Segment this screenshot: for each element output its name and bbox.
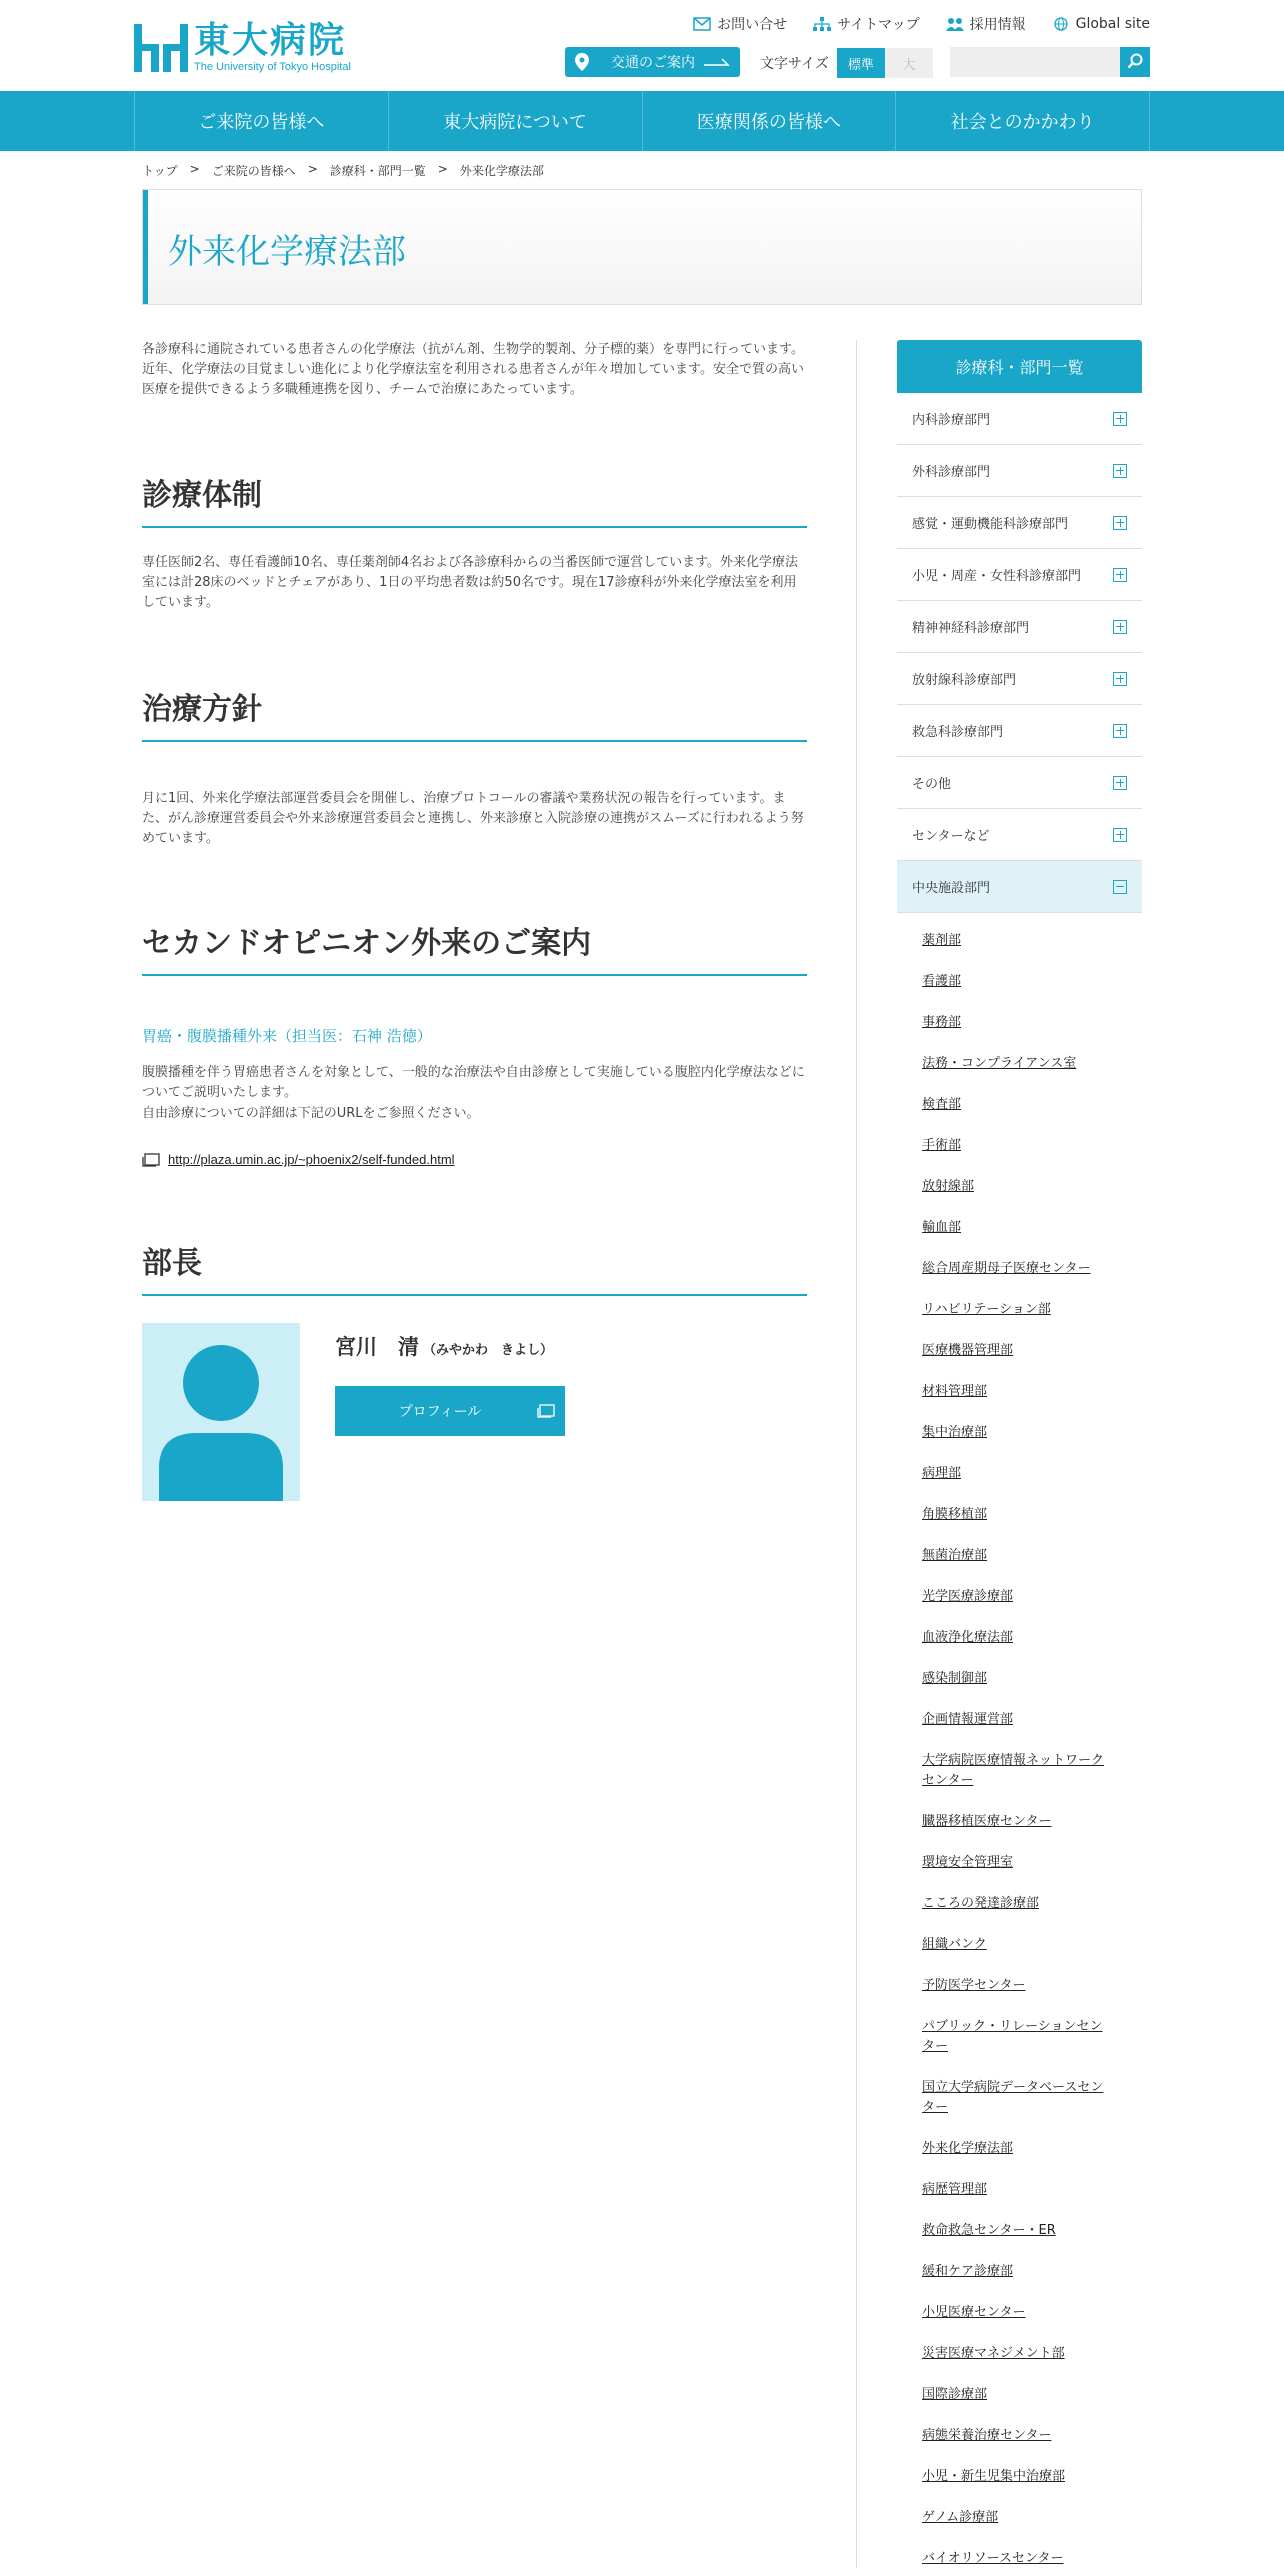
- sidebar-sub-item[interactable]: 緩和ケア診療部: [922, 2264, 1014, 2279]
- sidebar-item[interactable]: [897, 861, 1142, 913]
- second-opinion-subtitle: 胃癌・腹膜播種外来（担当医：石神 浩徳）: [142, 1027, 432, 1045]
- sidebar-item[interactable]: [897, 549, 1142, 601]
- sidebar-sub-item[interactable]: 環境安全管理室: [922, 1855, 1014, 1870]
- plus-icon[interactable]: [1113, 516, 1127, 530]
- plus-icon[interactable]: [1113, 828, 1127, 842]
- sidebar-sub-item[interactable]: 小児・新生児集中治療部: [922, 2469, 1066, 2484]
- section-body-policy: 月に1回、外来化学療法部運営委員会を開催し、治療プロトコールの審議や業務状況の報告を行っています。また、がん診療運営委員会や外来診療運営委員会と連携し、外来診療と入院診療の連携がスムーズに行われるよう努めています。: [142, 791, 804, 846]
- director-name: 宮川 清: [335, 1335, 419, 1359]
- sidebar-item[interactable]: [897, 601, 1142, 653]
- sidebar-sub-item[interactable]: 光学医療診療部: [922, 1589, 1014, 1604]
- search-icon: [1120, 47, 1150, 77]
- sidebar-sub-item[interactable]: 角膜移植部: [922, 1507, 988, 1522]
- plus-icon[interactable]: [1113, 620, 1127, 634]
- section-title-policy: 治療方針: [142, 684, 807, 742]
- page-title-box: [142, 189, 1142, 305]
- sidebar-sub-item[interactable]: 救命救急センター・ER: [922, 2223, 1056, 2238]
- sidebar-sub-item[interactable]: リハビリテーション部: [922, 1302, 1051, 1317]
- plus-icon[interactable]: [1113, 672, 1127, 686]
- utility-links: [693, 14, 1150, 34]
- sidebar-sub-item[interactable]: 検査部: [922, 1097, 962, 1112]
- sidebar-sub-item[interactable]: 総合周産期母子医療センター: [922, 1261, 1091, 1276]
- department-sidebar: [897, 340, 1142, 2568]
- breadcrumb-current: 外来化学療法部: [459, 164, 544, 178]
- director-card: [142, 1323, 807, 1503]
- sidebar-item[interactable]: [897, 445, 1142, 497]
- sidebar-sub-item[interactable]: 病態栄養治療センター: [922, 2428, 1052, 2443]
- sidebar-sub-item[interactable]: バイオリソースセンター: [922, 2551, 1064, 2566]
- director-name-row: [335, 1331, 553, 1361]
- sidebar-item-label: センターなど: [912, 829, 990, 844]
- gnav-society[interactable]: 社会とのかかわり: [895, 91, 1150, 151]
- page-title: 外来化学療法部: [168, 232, 406, 272]
- sidebar-sub-item[interactable]: 臓器移植医療センター: [922, 1814, 1052, 1829]
- sidebar-sub-item[interactable]: 材料管理部: [922, 1384, 988, 1399]
- plus-icon[interactable]: [1113, 724, 1127, 738]
- global-nav: [0, 91, 1284, 151]
- column-divider: [856, 340, 857, 2568]
- sidebar-item-label: 内科診療部門: [912, 413, 991, 428]
- intro-text: 各診療科に通院されている患者さんの化学療法（抗がん剤、生物学的製剤、分子標的薬）を専門に行っています。近年、化学療法の目覚ましい進化により化学療法室を利用される患者さんが年々増加しています。安全で質の高い医療を提供できるよう多職種連携を図り、チームで治療にあたっています。: [142, 342, 804, 397]
- section-title-system: 診療体制: [142, 470, 807, 528]
- sidebar-sub-item[interactable]: 事務部: [922, 1015, 962, 1030]
- profile-label: プロフィール: [398, 1404, 482, 1420]
- logo-subtitle: The University of Tokyo Hospital: [194, 61, 351, 73]
- sidebar-sub-item[interactable]: 医療機器管理部: [922, 1343, 1014, 1358]
- plus-icon[interactable]: [1113, 568, 1127, 582]
- sidebar-item[interactable]: [897, 393, 1142, 445]
- recruit-link[interactable]: [946, 14, 1026, 34]
- logo-title: 東大病院: [194, 20, 347, 61]
- sidebar-sub-item[interactable]: 国際診療部: [922, 2387, 988, 2402]
- sidebar-sub-item[interactable]: 薬剤部: [922, 933, 962, 948]
- sidebar-sub-item[interactable]: 感染制御部: [922, 1671, 988, 1686]
- search-box: [950, 47, 1150, 77]
- sidebar-sub-item[interactable]: 法務・コンプライアンス室: [922, 1056, 1077, 1071]
- section-title-second-opinion: セカンドオピニオン外来のご案内: [142, 918, 807, 976]
- section-body-system: 専任医師2名、専任看護師10名、専任薬剤師4名および各診療科からの当番医師で運営しています。外来化学療法室には計28床のベッドとチェアがあり、1日の平均患者数は約50名です。現在17診療科が外来化学療法室を利用しています。: [142, 555, 799, 610]
- globe-icon: [1052, 17, 1070, 31]
- recruit-label: 採用情報: [969, 17, 1026, 33]
- sidebar-sub-item[interactable]: 組織バンク: [922, 1937, 987, 1952]
- sidebar-item-label: その他: [912, 777, 952, 792]
- gnav-patients[interactable]: ご来院の皆様へ: [134, 91, 388, 151]
- breadcrumb: トップ > ご来院の皆様へ > 診療科・部門一覧 > 外来化学療法部: [142, 162, 544, 178]
- search-input[interactable]: [950, 47, 1120, 77]
- sitemap-label: サイトマップ: [837, 17, 920, 33]
- sidebar-item-label: 精神神経科診療部門: [912, 621, 1030, 636]
- sidebar-item[interactable]: [897, 497, 1142, 549]
- sidebar-sub-item[interactable]: 放射線部: [922, 1179, 975, 1194]
- sidebar-item-label: 放射線科診療部門: [912, 673, 1017, 688]
- sidebar-sub-item[interactable]: ゲノム診療部: [922, 2510, 999, 2525]
- external-window-icon: [537, 1404, 555, 1418]
- self-funded-link-row: [142, 1152, 455, 1167]
- font-size-switcher: [760, 48, 933, 78]
- gnav-medical-professionals[interactable]: 医療関係の皆様へ: [642, 91, 896, 151]
- plus-icon[interactable]: [1113, 412, 1127, 426]
- search-button[interactable]: [1120, 47, 1150, 77]
- sidebar-sub-item[interactable]: 看護部: [922, 974, 962, 989]
- sidebar-sub-item[interactable]: 企画情報運営部: [922, 1712, 1014, 1727]
- sidebar-sub-item[interactable]: 災害医療マネジメント部: [922, 2346, 1065, 2361]
- sidebar-sub-item[interactable]: 外来化学療法部: [922, 2141, 1014, 2156]
- external-window-icon: [142, 1153, 160, 1167]
- sidebar-item-label: 救急科診療部門: [912, 725, 1004, 740]
- sidebar-sub-item[interactable]: 無菌治療部: [922, 1548, 988, 1563]
- sidebar-sub-item[interactable]: 手術部: [922, 1138, 962, 1153]
- global-site-link[interactable]: [1052, 14, 1150, 34]
- director-kana: （みやかわ きよし）: [423, 1343, 554, 1358]
- sidebar-item-label: 小児・周産・女性科診療部門: [912, 569, 1082, 584]
- people-icon: [946, 17, 964, 31]
- access-button[interactable]: [565, 47, 740, 77]
- site-header: [0, 0, 1284, 91]
- sidebar-sub-item[interactable]: 輸血部: [922, 1220, 962, 1235]
- sidebar-item[interactable]: [897, 705, 1142, 757]
- sidebar-sub-item[interactable]: こころの発達診療部: [922, 1896, 1040, 1911]
- profile-button[interactable]: [335, 1386, 565, 1436]
- person-silhouette-icon: [142, 1323, 300, 1501]
- font-size-standard-button[interactable]: 標準: [837, 48, 885, 78]
- minus-icon[interactable]: [1113, 880, 1127, 894]
- sidebar-item-label: 中央施設部門: [912, 881, 991, 896]
- access-label: 交通のご案内: [611, 55, 695, 71]
- font-size-large-button[interactable]: 大: [885, 48, 933, 78]
- sidebar-item[interactable]: [897, 809, 1142, 861]
- sidebar-sub-item[interactable]: 集中治療部: [922, 1425, 988, 1440]
- breadcrumb-departments[interactable]: 診療科・部門一覧: [329, 164, 426, 178]
- sidebar-heading: 診療科・部門一覧: [897, 340, 1142, 393]
- sidebar-item[interactable]: [897, 653, 1142, 705]
- plus-icon[interactable]: [1113, 464, 1127, 478]
- hospital-logo[interactable]: [134, 22, 351, 73]
- contact-link[interactable]: [693, 14, 787, 34]
- sidebar-sub-item[interactable]: パブリック・リレーションセンター: [922, 2019, 1103, 2054]
- breadcrumb-patients[interactable]: ご来院の皆様へ: [211, 164, 296, 178]
- sidebar-sub-item[interactable]: 予防医学センター: [922, 1978, 1026, 1993]
- second-opinion-body: 腹膜播種を伴う胃癌患者さんを対象として、一般的な治療法や自由診療として実施している腹腔内化学療法などについてご説明いたします。: [142, 1065, 805, 1100]
- sidebar-sub-item[interactable]: 血液浄化療法部: [922, 1630, 1014, 1645]
- central-facilities-list: [897, 913, 1142, 2568]
- sidebar-item-label: 感覚・運動機能科診療部門: [912, 517, 1069, 532]
- sidebar-item-label: 外科診療部門: [912, 465, 991, 480]
- sitemap-link[interactable]: [813, 14, 919, 34]
- gnav-about[interactable]: 東大病院について: [388, 91, 642, 151]
- plus-icon[interactable]: [1113, 776, 1127, 790]
- sidebar-sub-item[interactable]: 国立大学病院データベースセンター: [922, 2080, 1104, 2115]
- breadcrumb-top[interactable]: トップ: [142, 164, 178, 178]
- sidebar-item[interactable]: [897, 757, 1142, 809]
- map-pin-icon: [575, 53, 589, 71]
- logo-mark-icon: [134, 24, 188, 72]
- second-opinion-note: 自由診療についての詳細は下記のURLをご参照ください。: [142, 1106, 480, 1121]
- contact-label: お問い合せ: [717, 17, 788, 33]
- arrow-right-icon: [704, 58, 730, 66]
- sidebar-sub-item[interactable]: 大学病院医療情報ネットワークセンター: [922, 1753, 1105, 1788]
- global-site-label: Global site: [1075, 16, 1150, 32]
- sidebar-sub-item[interactable]: 小児医療センター: [922, 2305, 1026, 2320]
- mail-icon: [693, 17, 711, 31]
- sitemap-icon: [813, 17, 831, 31]
- self-funded-link[interactable]: http://plaza.umin.ac.jp/~phoenix2/self-funded.html: [168, 1152, 455, 1167]
- font-size-label: 文字サイズ: [760, 56, 829, 72]
- avatar: [142, 1323, 300, 1501]
- section-title-director: 部長: [142, 1238, 807, 1296]
- sidebar-sub-item[interactable]: 病理部: [922, 1466, 962, 1481]
- sidebar-sub-item[interactable]: 病歴管理部: [922, 2182, 988, 2197]
